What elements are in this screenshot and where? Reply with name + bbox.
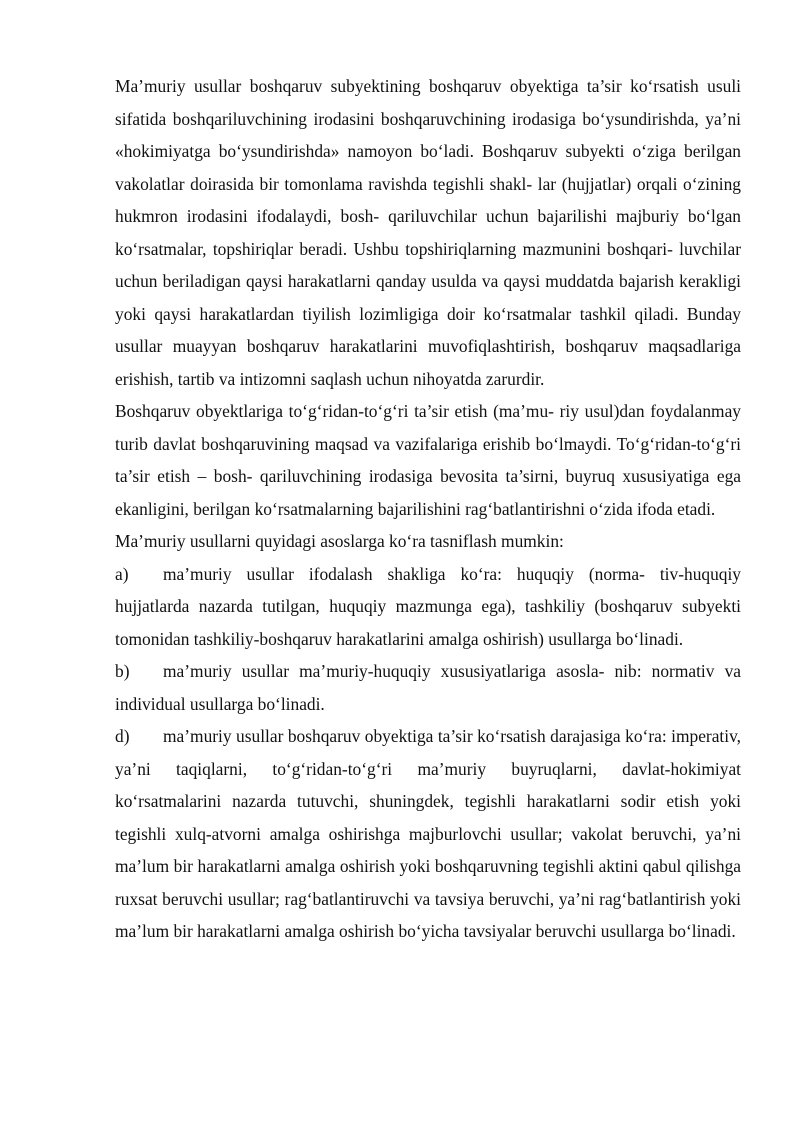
list-item-text: ma’muriy usullar boshqaruv obyektiga ta’sir ko‘rsatish darajasiga ko‘ra: imperativ, ya’ni taqiqlarni, to‘g‘ridan-to‘g‘ri ma’muriy buyruqlarni, davlat-hokimiyat ko‘rsatmalarini nazarda tutuvchi, shuningdek, tegishli harakatlarni sodir etish yoki tegishli xulq-atvorni amalga oshirishga majburlovchi usullar; vakolat beruvchi, ya’ni ma’lum bir harakatlarni amalga oshirish yoki boshqaruvning tegishli aktini qabul qilishga ruxsat beruvchi usullar; rag‘batlantiruvchi va tavsiya beruvchi, ya’ni rag‘batlantirish yoki ma’lum bir harakatlarni amalga oshirish bo‘yicha tavsiyalar beruvchi usullarga bo‘linadi. [115, 726, 741, 941]
list-item-text: ma’muriy usullar ma’muriy-huquqiy xususiyatlariga asosla- nib: normativ va individual usullarga bo‘linadi. [115, 661, 741, 714]
document-page [115, 70, 741, 948]
list-item [115, 655, 741, 720]
list-item [115, 558, 741, 656]
paragraph-direct-influence: Boshqaruv obyektlariga to‘g‘ridan-to‘g‘ri ta’sir etish (ma’mu- riy usul)dan foydalanmay turib davlat boshqaruvining maqsad va vazifalariga erishib bo‘lmaydi. To‘g‘ridan-to‘g‘ri ta’sir etish – bosh- qariluvchining irodasiga bevosita ta’sirni, buyruq xususiyatiga ega ekanligini, berilgan ko‘rsatmalarning bajarilishini rag‘batlantirishni o‘zida ifoda etadi. [115, 401, 741, 519]
list-item-text: ma’muriy usullar ifodalash shakliga ko‘ra: huquqiy (norma- tiv-huquqiy hujjatlarda nazarda tutilgan, huquqiy mazmunga ega), tashkiliy (boshqaruv subyekti tomonidan tashkiliy-boshqaruv harakatlarini amalga oshirish) usullarga bo‘linadi. [115, 563, 741, 649]
list-marker: d) [115, 726, 130, 746]
paragraph-classification-lead: Ma’muriy usullarni quyidagi asoslarga ko‘ra tasniflash mumkin: [115, 531, 564, 551]
list-marker: b) [115, 661, 130, 681]
paragraph-intro: Ma’muriy usullar boshqaruv subyektining boshqaruv obyektiga ta’sir ko‘rsatish usuli sifatida boshqariluvchining irodasini boshqaruvchining irodasiga bo‘ysundirishda, ya’ni «hokimiyatga bo‘ysundirishda» namoyon bo‘ladi. Boshqaruv subyekti o‘ziga berilgan vakolatlar doirasida bir tomonlama ravishda tegishli shakl- lar (hujjatlar) orqali o‘zining hukmron irodasini ifodalaydi, bosh- qariluvchilar uchun bajarilishi majburiy bo‘lgan ko‘rsatmalar, topshiriqlar beradi. Ushbu topshiriqlarning mazmunini boshqari- luvchilar uchun beriladigan qaysi harakatlarni qanday usulda va qaysi muddatda bajarish kerakligi yoki qaysi harakatlardan tiyilish lozimligiga doir ko‘rsatmalar tashkil qiladi. Bunday usullar muayyan boshqaruv harakatlarini muvofiqlashtirish, boshqaruv maqsadlariga erishish, tartib va intizomni saqlash uchun nihoyatda zarurdir. [115, 76, 741, 389]
list-item [115, 720, 741, 948]
list-marker: a) [115, 563, 129, 584]
